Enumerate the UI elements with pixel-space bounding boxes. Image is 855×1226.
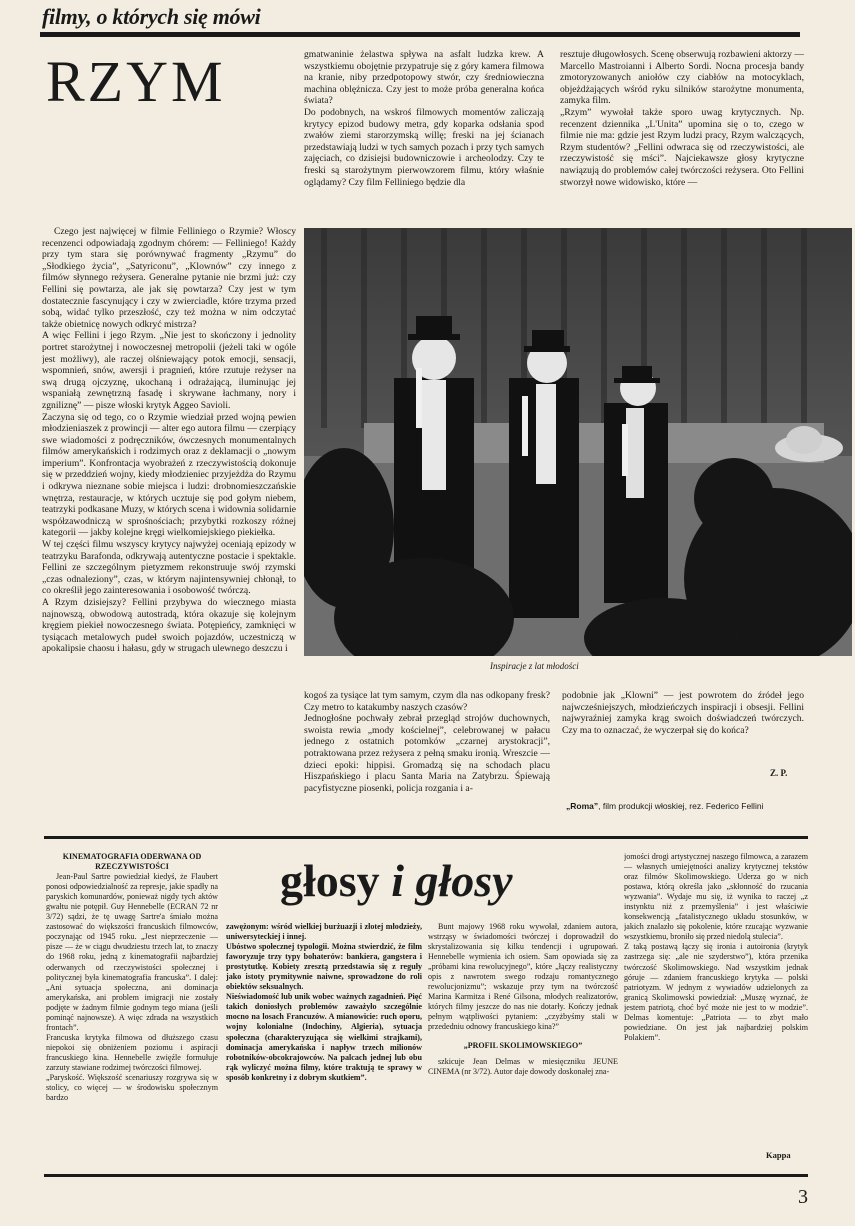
voices-text: szkicuje Jean Delmas w miesięczniku JEUNE CINEMA (nr 3/72). Autor daje dowody doskonałej zna- bbox=[428, 1056, 618, 1076]
article-text: podobnie jak „Klowni” — jest powrotem do źródeł jego najwcześniejszych, młodzieńczych inspiracji i obsesji. Fellini najwyraźniej zamyka krąg swoich doświadczeń twórczych. Czy ma to oznaczać, że wyczerpał się do końca? bbox=[562, 690, 804, 736]
section-divider-bottom bbox=[44, 1174, 808, 1177]
article-column-1 bbox=[42, 226, 296, 788]
voices-title-part3: głosy bbox=[415, 855, 513, 906]
article-column-3-top bbox=[560, 49, 804, 221]
voices-heading-1: KINEMATOGRAFIA ODERWANA OD RZECZYWISTOŚCI bbox=[62, 852, 202, 872]
voices-text: jomości drogi artystycznej naszego filmowca, a zarazem — własnych umiejętności analizy krytycznej tekstów oraz filmów Skolimowskiego. Uderza go w nich postawa, którą określa jako „skłonność do rzucania wyzwania”. Wydaje mu się, iż wynika to raczej „z instynktu niż z przemyślenia” i jest właściwie konsekwencją „fatalistycznego układu stosunków, w jakich znalazło się pokolenie, które rzucając wyzwanie wszystkiemu, broniło się przed niedolą stulecia”. Z taką postawą łączy się ironia i autoironia (krytyk zastrzega się: „ale nie szyderstwo”), która przenika twórczość Skolimowskiego. Nad wszystkim jednak góruje — zdaniem francuskiego krytyka — polski patriotyzm. W jednym z wywiadów udzielonych za granicą Skolimowski powiedział: „Muszę wyznać, że jestem patriotą, choć być może nie jest to w modzie”. Delmas komentuje: „Patriota — to zbyt mało powiedziane. On jest jak najbardziej polskim Polakiem”. bbox=[624, 852, 808, 1042]
voices-text: Bunt majowy 1968 roku wywołał, zdaniem autora, wstrząsy w świadomości twórczej i doprowadził do skrystalizowania się kilku tendencji i ugrupowań. Hennebelle wymienia ich osiem. Sam opowiada się za „próbami kina rewolucyjnego”, które „łączy realistyczny opis z nawrotem swego rodzaju romantycznego rewolucjonizmu”; wskazuje przy tym na twórczość Marina Karmitza i René Gilsona, młodych realizatorów, których filmy jeszcze do nas nie dotarły. Kończy jednak pełnym wątpliwości pytaniem: „czyżbyśmy stali w przededniu odnowy francuskiego kina?” bbox=[428, 922, 618, 1032]
voices-text: zawężonym: wśród wielkiej burżuazji i złotej młodzieży, uniwersyteckiej i innej. Ubóstwo społecznej typologii. Można stwierdzić, że film faworyzuje trzy typy bohaterów: bankiera, gangstera i prostytutkę. Kobiety zresztą przedstawia się z reguły jako istoty prymitywnie naiwne, sprowadzone do roli obiektów seksualnych. Nieświadomość lub unik wobec ważnych zagadnień. Pięć takich doniosłych problemów zaważyło szczególnie mocno na losach Francuzów. A mianowicie: ruch oporu, wojny kolonialne (Indochiny, Algieria), sytuacja społeczna (charakteryzująca się wielkimi strajkami), dominacja amerykańska i napływ trzech milionów robotników-obcokrajowców. Na palcach jednej lub obu rąk wyliczyć można filmy, które traktują te sprawy w sposób konkretny i z dobrym skutkiem”. bbox=[226, 922, 422, 1082]
article-column-2-bottom bbox=[304, 690, 550, 830]
headline: RZYM bbox=[46, 49, 226, 114]
page-number: 3 bbox=[798, 1186, 808, 1208]
voices-signature: Kappa bbox=[766, 1150, 791, 1160]
voices-column-3 bbox=[428, 922, 618, 1172]
film-credit bbox=[566, 798, 806, 815]
section-divider-top bbox=[44, 836, 808, 839]
voices-column-4 bbox=[624, 852, 808, 1144]
header-rule bbox=[40, 32, 800, 37]
voices-column-1 bbox=[46, 852, 218, 1170]
article-text: kogoś za tysiące lat tym samym, czym dla nas odkopany fresk? Czy metro to katakumby naszych czasów? Jednogłośne pochwały zebrał przegląd strojów duchownych, swoista rewia „mody kościelnej”, celebrowanej w pałacu jednego z ostatnich potomków „czarnej arystokracji”, potraktowana przez reżysera z pełną smaku ironią. Wreszcie — dzieci epoki: hippisi. Gromadzą się na schodach placu Hiszpańskiego i placu Santa Maria na Zatybrzu. Śpiewają pacyfistyczne piosenki, policja rozgania i a- bbox=[304, 690, 550, 794]
article-signature: Z. P. bbox=[770, 768, 788, 778]
voices-title-part1: głosy bbox=[280, 855, 380, 906]
section-title: filmy, o których się mówi bbox=[42, 4, 261, 29]
photo-caption: Inspiracje z lat młodości bbox=[490, 661, 579, 671]
voices-heading-2: „PROFIL SKOLIMOWSKIEGO” bbox=[463, 1040, 583, 1050]
article-column-3-bottom bbox=[562, 690, 804, 762]
voices-column-2 bbox=[226, 922, 422, 1172]
film-still-photo bbox=[304, 228, 852, 656]
article-text: Czego jest najwięcej w filmie Felliniego o Rzymie? Włoscy recenzenci odpowiadają zgodnym chórem: — Felliniego! Każdy przy tym stara się porównywać fragmenty „Rzymu” do „Słodkiego życia”, „Satyriconu”, „Klownów” czy innego z filmów słynnego reżysera. Generalne pytanie nie brzmi już: czy Fellini się powtarza, ale jak się powtarza? Czy jest w tym dostatecznie fascynujący i czy w zwierciadle, które trzyma przed sobą, widać tylko przeszłość, czy też można w nim odczytać także obietnicę nowych odkryć mistrza? A więc Fellini i jego Rzym. „Nie jest to skończony i jednolity portret starożytnej i nowoczesnej metropolii (jeżeli taki w ogóle jest możliwy), ale raczej olśniewający potok emocji, sensacji, wspomnień, snów, awersji i pragnień, które rzutuje reżyser na swą drugą ojczyznę, ukochaną i odrażającą, iluminując jej wspaniałą zewnętrzną fasadę i skrywane łachmany, nory i zgniliznę” — pisze włoski krytyk Aggeo Savioli. Zaczyna się od tego, co o Rzymie wiedział przed wojną pewien młodzieniaszek z prowincji — alter ego autora filmu — czerpiący swe wiadomości z podręczników, ówczesnych monumentalnych filmów amerykańskich i rodzimych oraz z deklamacji o „nowym imperium”. Konfrontacja wyobrażeń z rzeczywistością dokonuje się w przeddzień wojny, kiedy młodzieniec przyjeżdża do Rzymu i odkrywa nieznane sobie miejsca i ludzi: drobnomieszczańskie wnętrza, restauracje, w których ucztuje się pod gołym niebem, teatrzyki podkasane Muzy, w których scena i widownia solidarnie współzawodniczą w sprośnościach; przybytki rozkoszy różnej kategorii — jakby kolejne kręgi wielkomiejskiego piekiełka. W tej części filmu wszyscy krytycy najwyżej oceniają epizody w teatrzyku Barafonda, odkrywają autentyczne postacie i spektakle. Fellini ze szczególnym pietyzmem rekonstruuje swój rzymski „czas odnaleziony”, czas, w którym najintensywniej chłonął, to co określił jego zainteresowania i osobowość twórczą. A Rzym dzisiejszy? Fellini przybywa do wiecznego miasta najnowszą, obwodową autostradą, która okazuje się kolejnym kręgiem piekieł nowoczesnego świata. Potępieńcy, zamknięci w tysiącach metalowych pudeł swoich pojazdów, uczestniczą w apokalipsie chaosu i hałasu, gdy w strugach ulewnego deszczu i bbox=[42, 226, 296, 655]
voices-text: Jean-Paul Sartre powiedział kiedyś, że Flaubert ponosi odpowiedzialność za represje, jakie spadły na paryskich komunardów, ponieważ nigdy tych aktów gwałtu nie potępił. Guy Hennebelle (ECRAN 72 nr 3/72) sądzi, że tę uwagę Sartre'a śmiało można zastosować do większości francuskich filmowców, poczynając od 1945 roku. „Jest nieprzeczenie — pisze — że w ciągu dwudziestu trzech lat, to znaczy do 1968 roku, jedną z kinematografii najbardziej oderwanych od rzeczywistości społecznej i politycznej była kinematografia francuska”. I dalej: „Ani sytuacja społeczna, ani dominacja amerykańska, ani problem imigracji nie zostały podjęte w żadnym filmie godnym tego miana (jeśli pominąć najnowsze). A więc zdrada na wszystkich frontach”. Francuska krytyka filmowa od dłuższego czasu niepokoi się obniżeniem poziomu i aspiracji francuskiego kina. Hennebelle zwięźle formułuje zarzuty stawiane rodzimej twórczości filmowej. „Paryskość. Większość scenariuszy rozgrywa się w stolicy, co więcej — w środowisku społecznym bardzo bbox=[46, 872, 218, 1103]
film-credit-title: „Roma” bbox=[566, 801, 599, 811]
film-credit-text: , film produkcji włoskiej, rez. Federico Fellini bbox=[598, 801, 764, 811]
article-text: resztuje długowłosych. Scenę obserwują rozbawieni aktorzy — Marcello Mastroianni i Alberto Sordi. Nocna procesja bandy zmotoryzowanych aniołów czy ciabłów na motocyklach, objeżdżających wśród ryku silników starożytne monumenta, zamyka film. „Rzym” wywołał także sporo uwag krytycznych. Np. recenzent dziennika „L'Unita” upomina się o to, czego w filmie nie ma: gdzie jest Rzym ludzi pracy, Rzym walczących, Rzym studentów? „Fellini odwraca się od rzeczywistości, ale rzeczywistość się mści”. Najciekawsze głosy krytyczne nawiązują do problemów całej twórczości reżysera. Oto Fellini stworzył nowe widowisko, które — bbox=[560, 49, 804, 188]
article-text: gmatwaninie żelastwa spływa na asfalt ludzka krew. A wszystkiemu obojętnie przypatruje się z góry kamera filmowa na kranie, niby przedpotopowy stwór, czy średniowieczna machina oblężnicza. Czy jest to może próba generalna końca świata? Do podobnych, na wskroś filmowych momentów zaliczają krytycy epizod budowy metra, gdy koparka odsłania spod zwałów ziemi starorzymską willę; freski na jej ścianach przedstawiają ludzi w tych samych pozach i przy tych samych zajęciach, co dzisiejsi budowniczowie i archeolodzy. Czy te freski są starożytnym pierwowzorem filmu, który właśnie oglądamy? Czy film Felliniego będzie dla bbox=[304, 49, 544, 188]
stage-scene-illustration bbox=[304, 228, 852, 656]
voices-title-part2: i bbox=[391, 855, 404, 906]
voices-title bbox=[280, 852, 580, 912]
article-column-2-top bbox=[304, 49, 544, 221]
